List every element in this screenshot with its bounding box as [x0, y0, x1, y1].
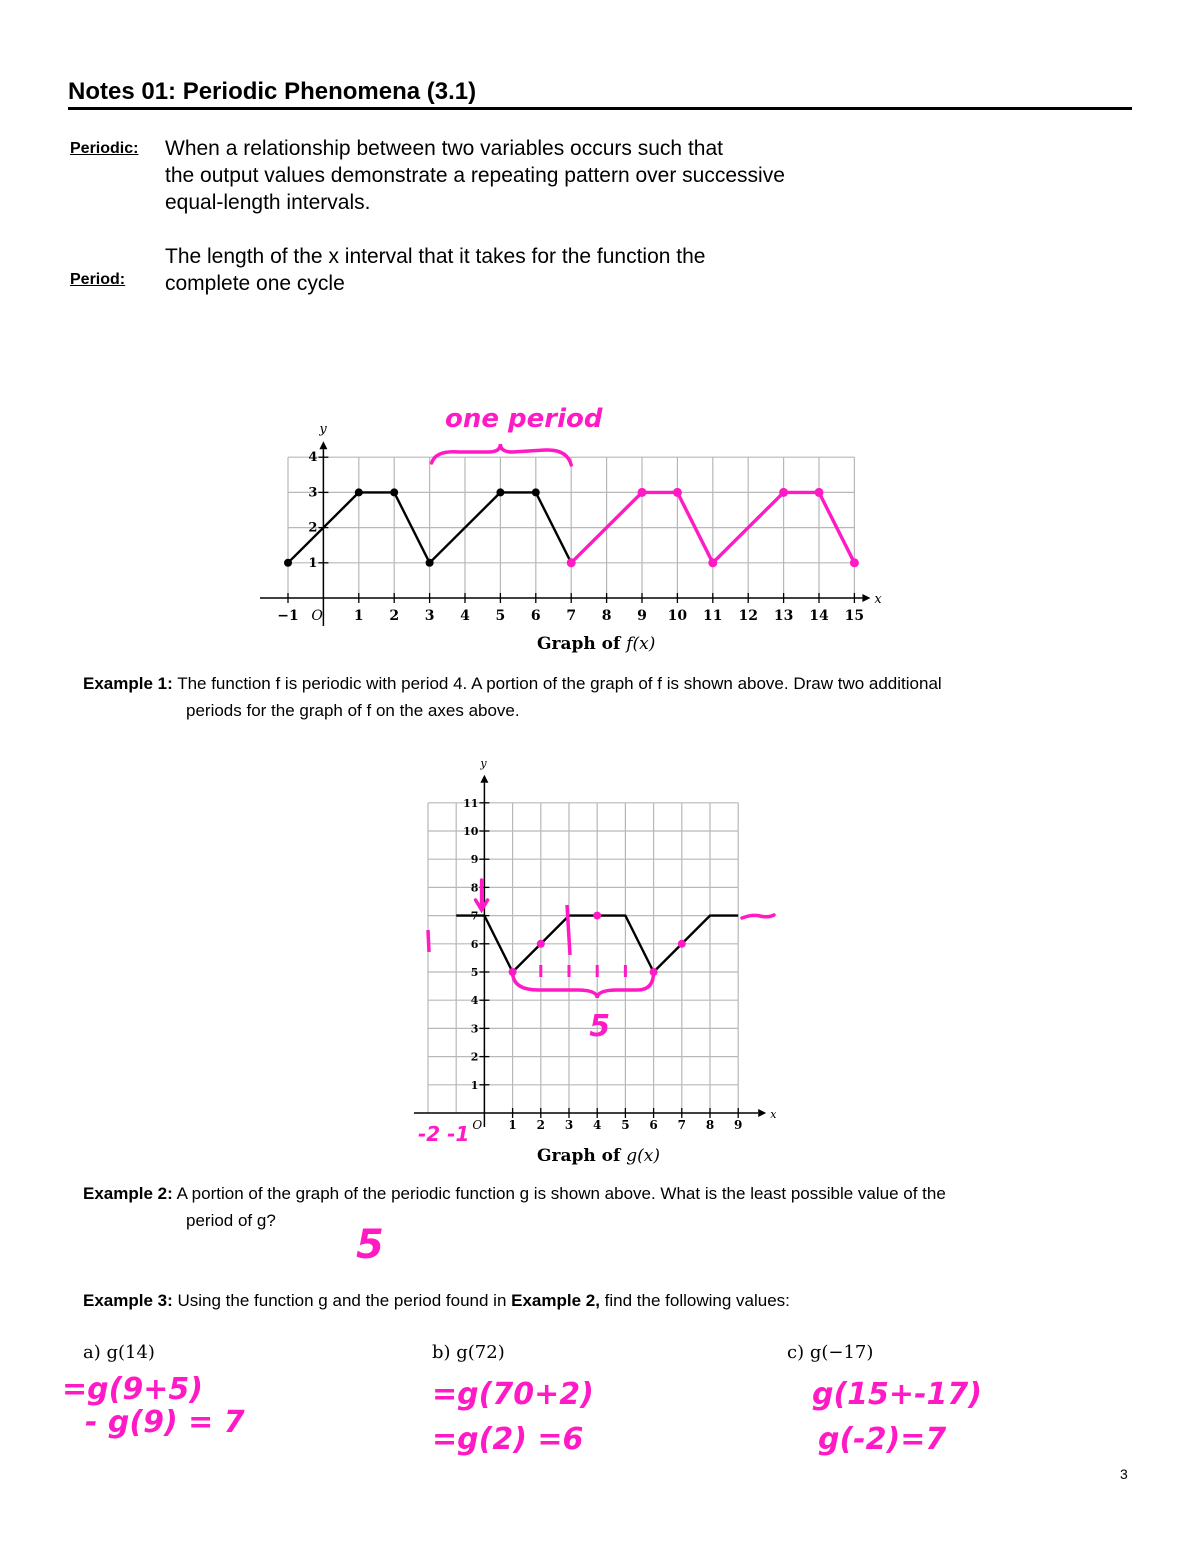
origin-label: O [472, 1118, 483, 1132]
example-3-pre: Using the function g and the period found in [177, 1291, 512, 1310]
x-tick-label: 1 [508, 1118, 517, 1132]
x-tick-label: 6 [530, 608, 541, 624]
tick-annotation [428, 930, 429, 952]
y-tick-label: 1 [470, 1078, 479, 1092]
x-tick-label: 7 [677, 1118, 686, 1132]
example-2 [83, 1180, 946, 1234]
example-3 [83, 1287, 790, 1314]
page-number: 3 [1120, 1466, 1128, 1482]
answer-b-label: b) g(72) [432, 1342, 505, 1363]
x-tick-label: 5 [621, 1118, 630, 1132]
x-tick-label: 9 [734, 1118, 743, 1132]
y-tick-label: 4 [470, 994, 479, 1008]
y-tick-label: 7 [470, 909, 479, 923]
y-tick-label: 1 [308, 555, 318, 571]
graph-g-caption [537, 1146, 660, 1166]
y-tick-label: 4 [308, 450, 318, 466]
y-tick-label: 9 [470, 853, 479, 867]
y-tick-label: 11 [463, 796, 479, 810]
x-tick-label: −1 [277, 608, 299, 624]
example-2-answer: 5 [356, 1222, 384, 1268]
x-axis-label: x [770, 1108, 777, 1121]
x-tick-label: 6 [649, 1118, 658, 1132]
periodic-line: When a relationship between two variables occurs such that [165, 137, 723, 160]
example-1-label: Example 1: [83, 674, 173, 693]
x-tick-label: 14 [809, 608, 829, 624]
annotation-point [537, 940, 545, 948]
answer-c-line1: g(15+-17) [812, 1377, 982, 1412]
x-tick-label: 4 [460, 608, 470, 624]
y-tick-label: 3 [308, 485, 318, 501]
y-axis-label: y [319, 422, 327, 438]
x-tick-label: 15 [844, 608, 865, 624]
y-axis-label: y [480, 756, 487, 770]
continuation-mark [742, 915, 774, 918]
period-label: Period: [70, 271, 126, 288]
answer-a-line2: - g(9) = 7 [85, 1405, 245, 1440]
x-tick-label: 2 [536, 1118, 545, 1132]
y-tick-label: 2 [470, 1050, 479, 1064]
y-tick-label: 8 [470, 881, 479, 895]
example-3-bold: Example 2, [511, 1291, 600, 1310]
handwritten-x-labels: -2 -1 [418, 1122, 470, 1146]
one-period-annotation: one period [445, 404, 603, 434]
example-3-label: Example 3: [83, 1291, 173, 1310]
answer-c-line2: g(-2)=7 [818, 1422, 947, 1457]
periodic-label: Periodic: [70, 140, 139, 157]
example-1-text-cont: periods for the graph of f on the axes above. [186, 701, 520, 720]
answer-b-line2: =g(2) =6 [432, 1422, 584, 1457]
x-tick-label: 9 [637, 608, 647, 624]
x-tick-label: 3 [564, 1118, 574, 1132]
x-tick-label: 1 [353, 608, 364, 624]
y-tick-label: 6 [470, 937, 479, 951]
example-1-text: The function f is periodic with period 4. A portion of the graph of f is shown above. Draw two additional [177, 674, 942, 693]
x-tick-label: 8 [705, 1118, 715, 1132]
y-tick-label: 3 [470, 1022, 479, 1036]
example-3-post: find the following values: [599, 1291, 790, 1310]
caption-prefix: Graph of [537, 1146, 627, 1166]
y-tick-label: 5 [470, 966, 479, 979]
answer-a-line1: =g(9+5) [62, 1372, 203, 1407]
period-brace [513, 972, 654, 998]
answer-c-label: c) g(−17) [787, 1342, 874, 1363]
page-title: Notes 01: Periodic Phenomena (3.1) [68, 78, 477, 105]
example-2-text: A portion of the graph of the periodic function g is shown above. What is the least possible value of the [176, 1184, 946, 1203]
x-tick-label: 2 [389, 608, 400, 624]
annotation-point [678, 940, 686, 948]
x-tick-label: 5 [495, 608, 506, 624]
example-2-text-cont: period of g? [186, 1211, 276, 1230]
x-axis-label: x [874, 592, 882, 607]
x-tick-label: 13 [773, 608, 794, 624]
period-line: complete one cycle [165, 272, 345, 295]
annotation-point [593, 912, 601, 920]
periodic-line: equal-length intervals. [165, 191, 371, 214]
caption-func: f(x) [626, 634, 656, 654]
x-tick-label: 4 [593, 1118, 602, 1132]
x-tick-label: 3 [424, 608, 435, 624]
y-tick-label: 2 [308, 520, 318, 536]
answer-a-label: a) g(14) [83, 1342, 155, 1363]
example-2-label: Example 2: [83, 1184, 173, 1203]
x-tick-label: 7 [566, 608, 577, 624]
origin-label: O [311, 608, 323, 624]
x-tick-label: 8 [601, 608, 612, 624]
x-tick-label: 10 [667, 608, 688, 624]
x-tick-label: 11 [703, 608, 723, 624]
x-tick-label: 12 [738, 608, 758, 624]
y-tick-label: 10 [463, 825, 479, 838]
periodic-line: the output values demonstrate a repeating pattern over successive [165, 164, 785, 187]
period-annotation: 5 [589, 1009, 611, 1044]
caption-prefix: Graph of [537, 634, 627, 654]
period-line: The length of the x interval that it takes for the function the [165, 245, 706, 268]
y-axis-arrow [480, 775, 488, 783]
caption-func: g(x) [626, 1146, 660, 1166]
answer-b-line1: =g(70+2) [432, 1377, 594, 1412]
x-axis-arrow [758, 1109, 766, 1117]
